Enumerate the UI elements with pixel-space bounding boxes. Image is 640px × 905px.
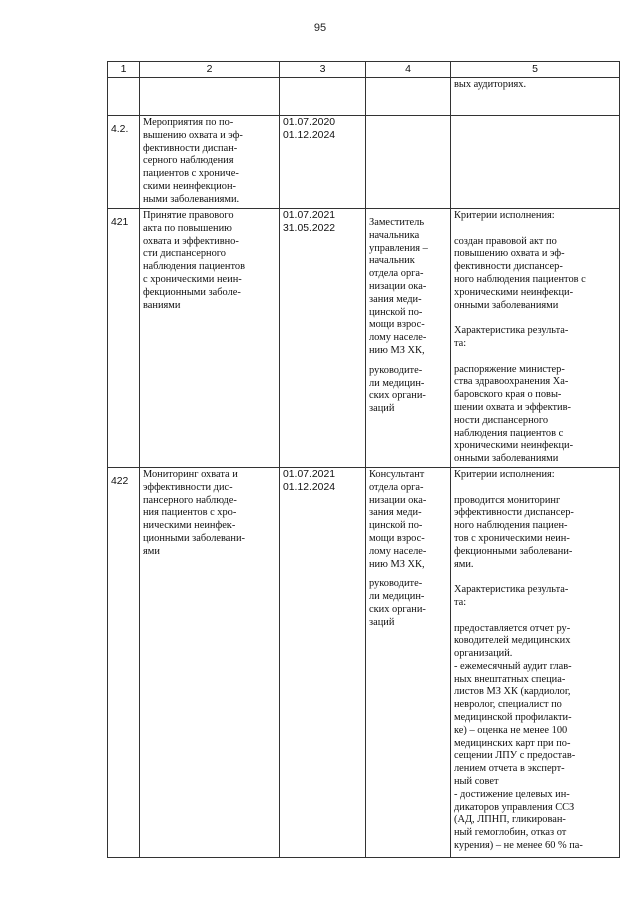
responsible-secondary: руководите- ли медицин- ских органи- заций — [369, 578, 426, 628]
row-number: 4.2. — [108, 116, 140, 209]
row-dates: 01.07.2021 01.12.2024 — [280, 467, 366, 857]
row-responsible — [366, 209, 451, 468]
row-number: 421 — [108, 209, 140, 468]
header-col-5: 5 — [451, 62, 620, 78]
row-result — [451, 116, 620, 209]
continuation-row — [108, 78, 620, 116]
header-row — [108, 62, 620, 78]
page-number: 95 — [313, 22, 327, 34]
plan-table — [107, 61, 620, 858]
result-characteristic-label: Характеристика результа- та: — [454, 325, 569, 349]
result-criteria-label: Критерии исполнения: — [454, 210, 555, 221]
row-responsible — [366, 116, 451, 209]
row-name: Мониторинг охвата и эффективности дис- пансерного наблюде- ния пациентов с хро- ническими неинфек- ционными заболевани- ями — [140, 467, 280, 857]
table-row — [108, 467, 620, 857]
header-col-3: 3 — [280, 62, 366, 78]
responsible-secondary: руководите- ли медицин- ских органи- заций — [369, 364, 426, 415]
header-col-2: 2 — [140, 62, 280, 78]
cell — [366, 78, 451, 116]
cell — [140, 78, 280, 116]
row-dates: 01.07.2021 31.05.2022 — [280, 209, 366, 468]
result-characteristic-text: предоставляется отчет ру- ководителей медицинских организаций. - ежемесячный аудит глав- ных внештатных специа- листов МЗ ХК (кардиолог, невролог, специалист по медицинской профилакти- ке) – оценка не менее 100 медицинских карт при по- сещении ЛПУ с предостав- лением отчета в эксперт- ный совет - достижение целевых ин- дикаторов управления ССЗ (АД, ЛПНП, гликирован- ный гемоглобин, отказ от курения) – не менее 60 % па- — [454, 622, 583, 852]
row-responsible — [366, 467, 451, 857]
continuation-text — [451, 78, 620, 116]
continuation-line: вых аудиториях. — [454, 79, 527, 90]
header-col-1: 1 — [108, 62, 140, 78]
row-name: Принятие правового акта по повышению охвата и эффективно- сти диспансерного наблюдения пациентов с хроническими неин- фекционными заболе- ваниями — [140, 209, 280, 468]
table-row — [108, 116, 620, 209]
row-dates: 01.07.2020 01.12.2024 — [280, 116, 366, 209]
row-result — [451, 467, 620, 857]
cell — [108, 78, 140, 116]
row-number: 422 — [108, 467, 140, 857]
header-col-4: 4 — [366, 62, 451, 78]
table-row — [108, 209, 620, 468]
result-characteristic-label: Характеристика результа- та: — [454, 584, 569, 608]
row-result — [451, 209, 620, 468]
result-criteria-text: проводится мониторинг эффективности диспансер- ного наблюдения пациен- тов с хроническими неин- фекционными заболевани- ями. — [454, 494, 574, 570]
result-criteria-label: Критерии исполнения: — [454, 468, 555, 480]
row-name: Мероприятия по по- вышению охвата и эф- фективности диспан- серного наблюдения пациентов с хрониче- скими неинфекцион- ными заболеваниями. — [140, 116, 280, 209]
responsible-main: Консультант отдела орга- низации ока- зания меди- цинской по- мощи взрос- лому населе- нию МЗ ХК, — [369, 468, 427, 570]
cell — [280, 78, 366, 116]
result-characteristic-text: распоряжение министер- ства здравоохранения Ха- баровского края о повы- шении охвата и эффектив- ности диспансерного наблюдения пациентов с хроническими неинфекци- онными заболеваниями — [454, 363, 574, 465]
result-criteria-text: создан правовой акт по повышению охвата и эф- фективности диспансер- ного наблюдения пациентов с хроническими неинфекци- онными заболеваниями — [454, 235, 586, 311]
responsible-main: Заместитель начальника управления – начальник отдела орга- низации ока- зания меди- цинской по- мощи взрос- лому населе- нию МЗ ХК, — [369, 217, 428, 356]
